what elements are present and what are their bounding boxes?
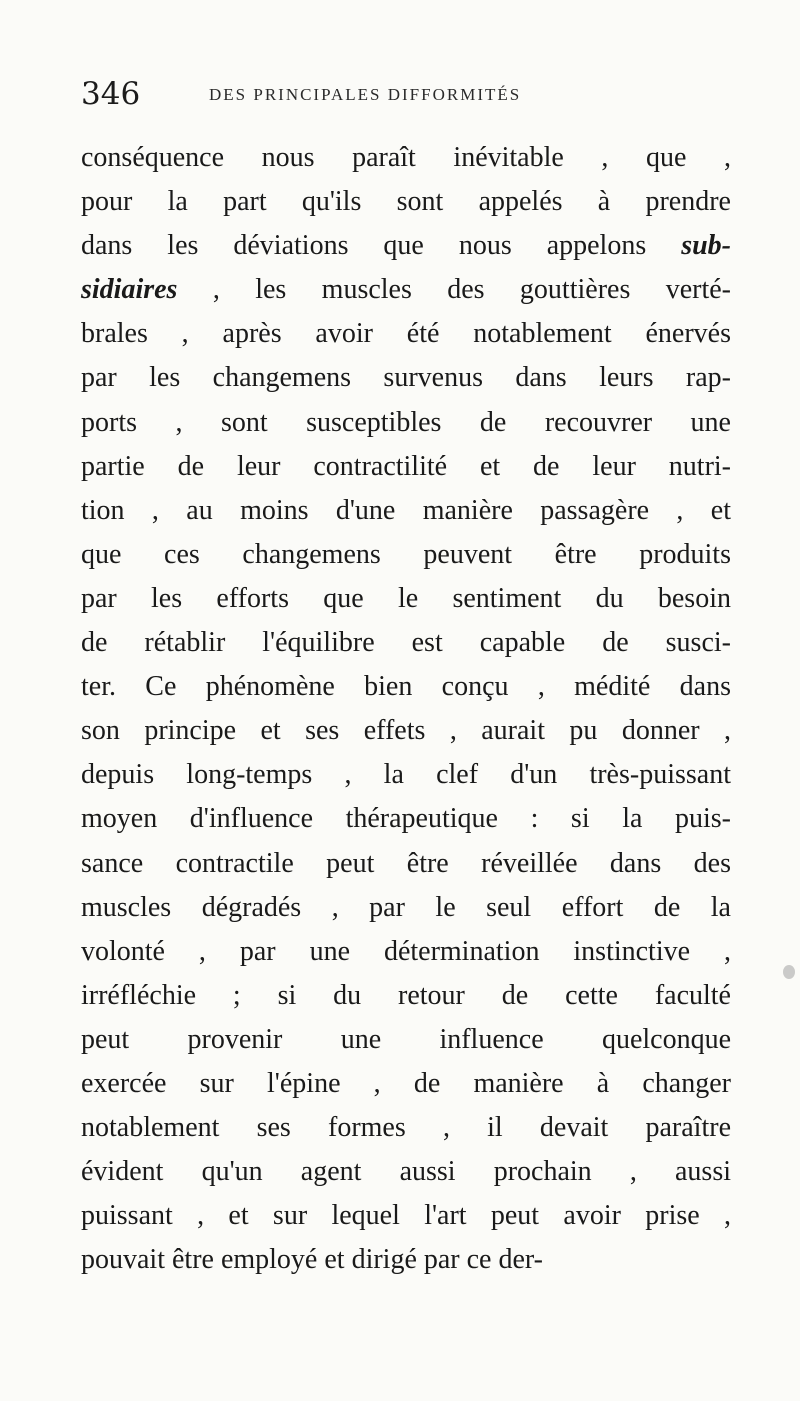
page-number: 346 <box>81 76 141 112</box>
text-line <box>81 799 731 843</box>
text-segment: partie de leur contractilité et de leur nutri- <box>81 450 731 482</box>
text-segment: son principe et ses effets , aurait pu donner , <box>81 715 731 747</box>
text-line <box>81 403 731 447</box>
text-segment: conséquence nous paraît inévitable , que , <box>81 142 731 173</box>
text-line <box>81 1020 731 1064</box>
text-segment: tion , au moins d'une manière passagère , et <box>81 494 731 526</box>
text-line <box>81 976 731 1020</box>
text-line <box>81 1240 731 1284</box>
text-segment: moyen d'influence thérapeutique : si la puis- <box>81 803 731 835</box>
text-line <box>81 755 731 799</box>
text-segment: de rétablir l'équilibre est capable de susci- <box>81 627 731 659</box>
text-line <box>81 270 731 314</box>
text-segment: dans les déviations que nous appelons <box>81 230 682 262</box>
text-segment: pouvait être employé et dirigé par ce der- <box>81 1244 543 1276</box>
text-segment: par les changemens survenus dans leurs rap- <box>81 362 731 394</box>
text-line <box>81 623 731 667</box>
text-line <box>81 888 731 932</box>
body-text <box>81 138 731 1284</box>
text-segment: pour la part qu'ils sont appelés à prendre <box>81 186 731 218</box>
running-title: DES PRINCIPALES DIFFORMITÉS <box>209 85 522 104</box>
page-header <box>81 74 721 114</box>
text-line <box>81 535 731 579</box>
italic-text-segment: sub- <box>681 230 731 262</box>
text-line <box>81 1108 731 1152</box>
text-line <box>81 667 731 711</box>
text-segment: muscles dégradés , par le seul effort de la <box>81 891 731 923</box>
text-segment: , les muscles des gouttières verté- <box>177 274 731 306</box>
text-line <box>81 844 731 888</box>
text-segment: ports , sont susceptibles de recouvrer une <box>81 406 731 438</box>
text-segment: évident qu'un agent aussi prochain , aussi <box>81 1156 731 1188</box>
text-line <box>81 138 731 182</box>
text-line <box>81 358 731 402</box>
text-line <box>81 447 731 491</box>
text-line <box>81 182 731 226</box>
text-segment: peut provenir une influence quelconque <box>81 1023 731 1055</box>
text-segment: depuis long-temps , la clef d'un très-puissant <box>81 759 731 791</box>
text-line <box>81 932 731 976</box>
text-line <box>81 226 731 270</box>
text-line <box>81 314 731 358</box>
text-segment: que ces changemens peuvent être produits <box>81 538 731 570</box>
text-line <box>81 1064 731 1108</box>
text-segment: irréfléchie ; si du retour de cette faculté <box>81 979 731 1011</box>
text-line <box>81 1196 731 1240</box>
text-line <box>81 579 731 623</box>
text-line <box>81 711 731 755</box>
ink-spot <box>783 965 795 979</box>
italic-text-segment: sidiaires <box>81 274 178 306</box>
text-line <box>81 491 731 535</box>
text-segment: brales , après avoir été notablement énervés <box>81 318 731 350</box>
text-segment: exercée sur l'épine , de manière à changer <box>81 1067 731 1099</box>
text-segment: notablement ses formes , il devait paraître <box>81 1112 731 1144</box>
text-segment: ter. Ce phénomène bien conçu , médité dans <box>81 671 731 703</box>
text-segment: puissant , et sur lequel l'art peut avoir prise , <box>81 1200 731 1232</box>
text-line <box>81 1152 731 1196</box>
text-segment: sance contractile peut être réveillée dans des <box>81 847 731 879</box>
text-segment: par les efforts que le sentiment du besoin <box>81 582 731 614</box>
text-segment: volonté , par une détermination instinctive , <box>81 935 731 967</box>
